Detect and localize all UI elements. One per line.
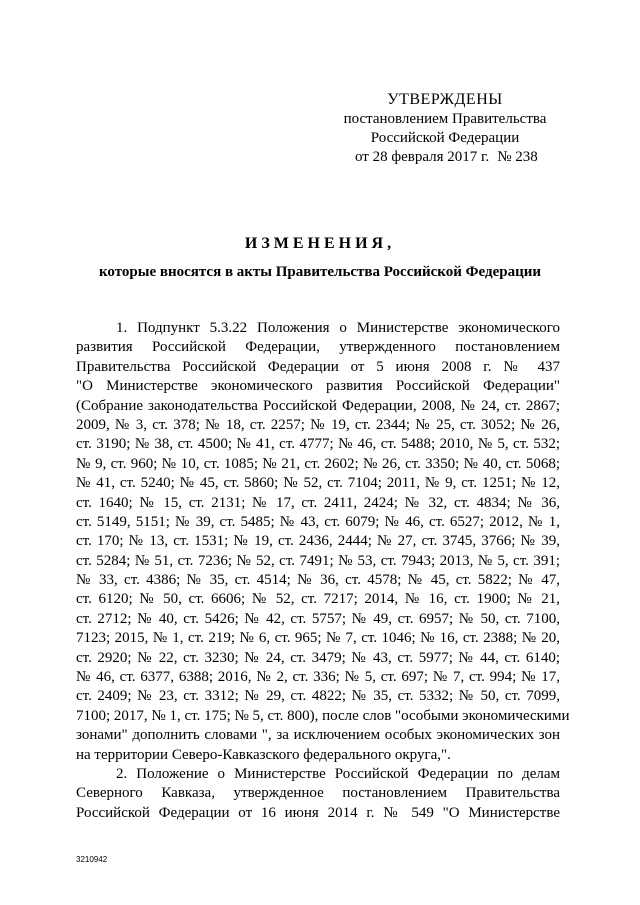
document-title: ИЗМЕНЕНИЯ, (244, 235, 396, 252)
paragraph-line: № 33, ст. 4386; № 35, ст. 4514; № 36, ст. 4578; № 45, ст. 5822; № 47, (76, 572, 560, 589)
document-body (76, 319, 570, 823)
paragraph-line: на территории Северо-Кавказского федерального округа,". (76, 746, 451, 763)
paragraph-line: ст. 3190; № 38, ст. 4500; № 41, ст. 4777; № 46, ст. 5488; 2010, № 5, ст. 532; (76, 436, 560, 453)
paragraph-line: 2009, № 3, ст. 378; № 18, ст. 2257; № 19, ст. 2344; № 25, ст. 3052; № 26, (76, 416, 560, 433)
paragraph-line: 7123; 2015, № 1, ст. 219; № 6, ст. 965; № 7, ст. 1046; № 16, ст. 2388; № 20, (76, 630, 560, 647)
approval-line-1: постановлением Правительства (343, 111, 547, 127)
paragraph-line: зонами" дополнить словами ", за исключением особых экономических зон (76, 727, 560, 744)
paragraph-line: 2. Положение о Министерстве Российской Федерации по делам (116, 765, 560, 782)
approval-date: от 28 февраля 2017 г. (355, 149, 490, 165)
paragraph-line: ст. 170; № 13, ст. 1531; № 19, ст. 2436, 2444; № 27, ст. 3745, 3766; № 39, (76, 533, 560, 550)
paragraph-line: 1. Подпункт 5.3.22 Положения о Министерстве экономического (116, 320, 560, 336)
approval-block (330, 90, 560, 167)
paragraph-line: (Собрание законодательства Российской Федерации, 2008, № 24, ст. 2867; (76, 397, 560, 414)
paragraph-line: Правительства Российской Федерации от 5 июня 2008 г. № 437 (76, 358, 560, 375)
paragraph-line: Северного Кавказа, утвержденное постановлением Правительства (76, 785, 560, 802)
document-id: 3210942 (76, 855, 108, 864)
paragraph-line: "О Министерстве экономического развития Российской Федерации" (76, 378, 560, 395)
paragraph-line: № 9, ст. 960; № 10, ст. 1085; № 21, ст. 2602; № 26, ст. 3350; № 40, ст. 5068; (76, 455, 560, 472)
paragraph-line: ст. 2712; № 40, ст. 5426; № 42, ст. 5757; № 49, ст. 6957; № 50, ст. 7100, (76, 610, 560, 627)
paragraph-2 (76, 765, 560, 823)
paragraph-line: ст. 5149, 5151; № 39, ст. 5485; № 43, ст. 6079; № 46, ст. 6527; 2012, № 1, (76, 513, 560, 530)
paragraph-line: 7100; 2017, № 1, ст. 175; № 5, ст. 800), после слов "особыми экономическими (76, 707, 570, 724)
approval-line-2: Российской Федерации (370, 130, 520, 146)
paragraph-line: ст. 6120; № 50, ст. 6606; № 52, ст. 7217; 2014, № 16, ст. 1900; № 21, (76, 591, 560, 608)
paragraph-line: № 41, ст. 5240; № 45, ст. 5860; № 52, ст. 7104; 2011, № 9, ст. 1251; № 12, (76, 475, 560, 492)
paragraph-line: развития Российской Федерации, утвержденного постановлением (76, 339, 560, 356)
paragraph-1 (76, 319, 570, 765)
paragraph-line: ст. 1640; № 15, ст. 2131; № 17, ст. 2411, 2424; № 32, ст. 4834; № 36, (76, 494, 560, 511)
approval-heading: УТВЕРЖДЕНЫ (387, 91, 503, 108)
paragraph-line: ст. 2920; № 22, ст. 3230; № 24, ст. 3479; № 43, ст. 5977; № 44, ст. 6140; (76, 649, 560, 666)
paragraph-line: № 46, ст. 6377, 6388; 2016, № 2, ст. 336; № 5, ст. 697; № 7, ст. 994; № 17, (76, 669, 560, 686)
approval-number: № 238 (497, 149, 538, 165)
paragraph-line: ст. 2409; № 23, ст. 3312; № 29, ст. 4822; № 35, ст. 5332; № 50, ст. 7099, (76, 688, 560, 705)
approval-date-line (330, 148, 560, 167)
paragraph-line: ст. 5284; № 51, ст. 7236; № 52, ст. 7491; № 53, ст. 7943; 2013, № 5, ст. 391; (76, 552, 560, 569)
paragraph-line: Российской Федерации от 16 июня 2014 г. № 549 "О Министерстве (76, 804, 560, 821)
document-subtitle: которые вносятся в акты Правительства Российской Федерации (98, 264, 542, 280)
